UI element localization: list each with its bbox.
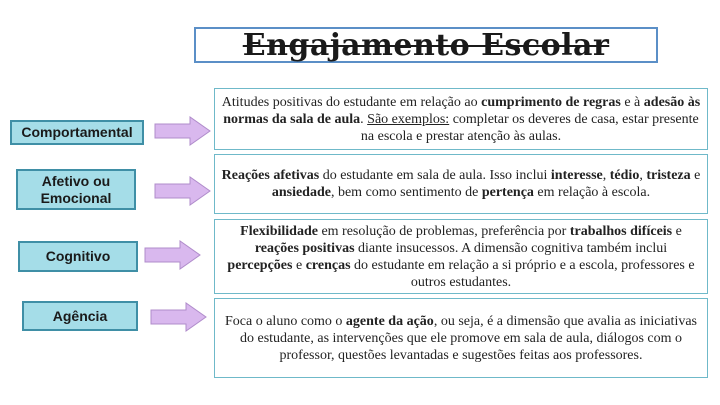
desc-afetivo-emocional: Reações afetivas do estudante em sala de aula. Isso inclui interesse, tédio, tristeza e ansiedade, bem como sentimento de pertença em relação à escola.: [214, 154, 708, 214]
page-title: Engajamento Escolar: [242, 27, 610, 63]
label-comportamental: [10, 120, 144, 145]
arrow-right-icon: [154, 116, 212, 146]
desc-comportamental: Atitudes positivas do estudante em relação ao cumprimento de regras e à adesão às normas da sala de aula. São exemplos: completar os deveres de casa, estar presente na escola e prestar atenção às aulas.: [214, 88, 708, 150]
label-text: Afetivo ou Emocional: [40, 172, 112, 206]
label-text: Agência: [52, 307, 108, 324]
label-afetivo-emocional: [16, 169, 136, 210]
label-text: Cognitivo: [45, 248, 111, 264]
arrow-right-icon: [150, 302, 208, 332]
label-text: Comportamental: [21, 124, 133, 140]
desc-agencia: Foca o aluno como o agente da ação, ou seja, é a dimensão que avalia as iniciativas do estudante, as intervenções que ele promove em sala de aula, diálogos com o professor, questões levantadas e sugestões feitas aos professores.: [214, 298, 708, 378]
arrow-right-icon: [144, 240, 202, 270]
title-box: [194, 27, 658, 63]
label-agencia: [22, 301, 138, 331]
arrow-right-icon: [154, 176, 212, 206]
desc-cognitivo: Flexibilidade em resolução de problemas, preferência por trabalhos difíceis e reações positivas diante insucessos. A dimensão cognitiva também inclui percepções e crenças do estudante em relação a si próprio e a escola, professores e outros estudantes.: [214, 219, 708, 294]
label-cognitivo: [18, 241, 138, 272]
